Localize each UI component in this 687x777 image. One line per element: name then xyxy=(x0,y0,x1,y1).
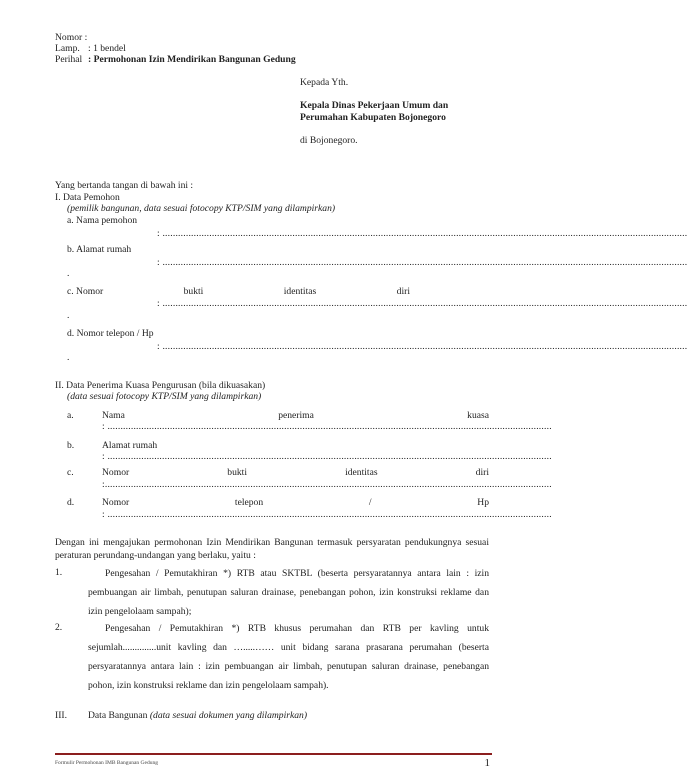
field-alamat-label: b. Alamat rumah xyxy=(67,244,132,255)
list-item-2-number: 2. xyxy=(55,622,63,633)
field-telepon-label: d. Nomor telepon / Hp xyxy=(67,328,154,339)
intro-text: Yang bertanda tangan di bawah ini : xyxy=(55,180,194,191)
field-telepon-period: . xyxy=(67,352,70,363)
perihal-value: : Permohonan Izin Mendirikan Bangunan Gedung xyxy=(88,54,296,65)
word-diri: diri xyxy=(396,286,410,297)
field-telepon-dots[interactable]: : .......................................................................................................................................................................................................... xyxy=(157,341,687,352)
word-nama: Nama xyxy=(102,410,125,421)
recipient-line1: Kepala Dinas Pekerjaan Umum dan xyxy=(300,100,449,111)
field-alamat-dots[interactable]: : .......................................................................................................................................................................................................... xyxy=(157,257,687,268)
s2-nama-penerima-dots[interactable]: : ........................................................................................................................................................................... xyxy=(102,421,552,432)
section3-title xyxy=(88,710,307,722)
section2-title: II. Data Penerima Kuasa Pengurusan (bila dikuasakan) xyxy=(55,380,266,391)
word-bukti: bukti xyxy=(183,286,204,297)
field-nomor-identitas-label xyxy=(67,286,410,298)
list-item-2-text: Pengesahan / Pemutakhiran *) RTB khusus perumahan dan RTB per kavling untuk sejumlah..............unit kavling dan ….....…… unit bidang sarana prasarana perumahan (beserta persyaratannya antara lain : izin pembuangan air limbah, penutupan saluran drainase, penebangan pohon, izin konstruksi reklame dan izin pengelolaam sampah). xyxy=(88,623,489,691)
body-paragraph: Dengan ini mengajukan permohonan Izin Mendirikan Bangunan termasuk persyaratan pendukungnya sesuai peraturan perundang-undangan yang berlaku, yaitu : xyxy=(55,537,489,561)
word-telepon: telepon xyxy=(234,497,264,508)
word-nomor: c. Nomor xyxy=(67,286,104,297)
word-nomor: Nomor xyxy=(102,497,130,508)
list-item-1-text: Pengesahan / Pemutakhiran *) RTB atau SKTBL (beserta persyaratannya antara lain : izin pembuangan air limbah, penutupan saluran drainase, penebangan pohon, izin konstruksi reklame dan izin pengelolaam sampah); xyxy=(88,568,489,617)
perihal-label: Perihal xyxy=(55,54,83,65)
word-hp: Hp xyxy=(477,497,489,508)
section1-note: (pemilik bangunan, data sesuai fotocopy KTP/SIM yang dilampirkan) xyxy=(67,203,336,214)
word-bukti: bukti xyxy=(227,467,247,478)
footer-text: Formulir Permohonan IMB Bangunan Gedung xyxy=(55,760,158,766)
list-item-1-number: 1. xyxy=(55,567,63,578)
recipient-line2: Perumahan Kabupaten Bojonegoro xyxy=(300,112,446,123)
field-nomor-identitas-dots[interactable]: : .......................................................................................................................................................................................................... xyxy=(157,298,687,309)
footer-divider xyxy=(55,753,492,755)
field-alamat-period: . xyxy=(67,268,70,279)
s2-c-letter: c. xyxy=(67,467,74,478)
s2-d-letter: d. xyxy=(67,497,75,508)
word-diri: diri xyxy=(475,467,489,478)
word-identitas: identitas xyxy=(345,467,378,478)
s2-telepon-label xyxy=(102,497,489,509)
word-kuasa: kuasa xyxy=(467,410,489,421)
s2-nomor-identitas-dots[interactable]: :............................................................................................................................................................................ xyxy=(102,479,552,490)
s2-alamat-dots[interactable]: : ........................................................................................................................................................................... xyxy=(102,451,552,462)
s2-a-letter: a. xyxy=(67,410,74,421)
nomor-label: Nomor : xyxy=(55,32,88,43)
field-nomor-identitas-period: . xyxy=(67,310,70,321)
section3-title-text: Data Bangunan xyxy=(88,710,148,721)
page-number: 1 xyxy=(484,757,490,769)
word-nomor: Nomor xyxy=(102,467,130,478)
word-slash: / xyxy=(368,497,372,508)
s2-nomor-identitas-label xyxy=(102,467,489,479)
s2-telepon-dots[interactable]: : ........................................................................................................................................................................... xyxy=(102,509,552,520)
s2-b-letter: b. xyxy=(67,440,75,451)
word-identitas: identitas xyxy=(283,286,317,297)
field-nama-pemohon-label: a. Nama pemohon xyxy=(67,215,138,226)
recipient-place: di Bojonegoro. xyxy=(300,135,358,146)
section1-title: I. Data Pemohon xyxy=(55,192,120,203)
lamp-value: : 1 bendel xyxy=(88,43,126,54)
section3-number: III. xyxy=(55,710,67,721)
s2-alamat-label: Alamat rumah xyxy=(102,440,158,451)
greeting: Kepada Yth. xyxy=(300,77,349,88)
section2-note: (data sesuai fotocopy KTP/SIM yang dilampirkan) xyxy=(67,391,262,402)
word-penerima: penerima xyxy=(278,410,314,421)
field-nama-pemohon-dots[interactable]: : .......................................................................................................................................................................................................... xyxy=(157,228,687,239)
lamp-label: Lamp. xyxy=(55,43,80,54)
section3-note: (data sesuai dokumen yang dilampirkan) xyxy=(149,710,308,721)
